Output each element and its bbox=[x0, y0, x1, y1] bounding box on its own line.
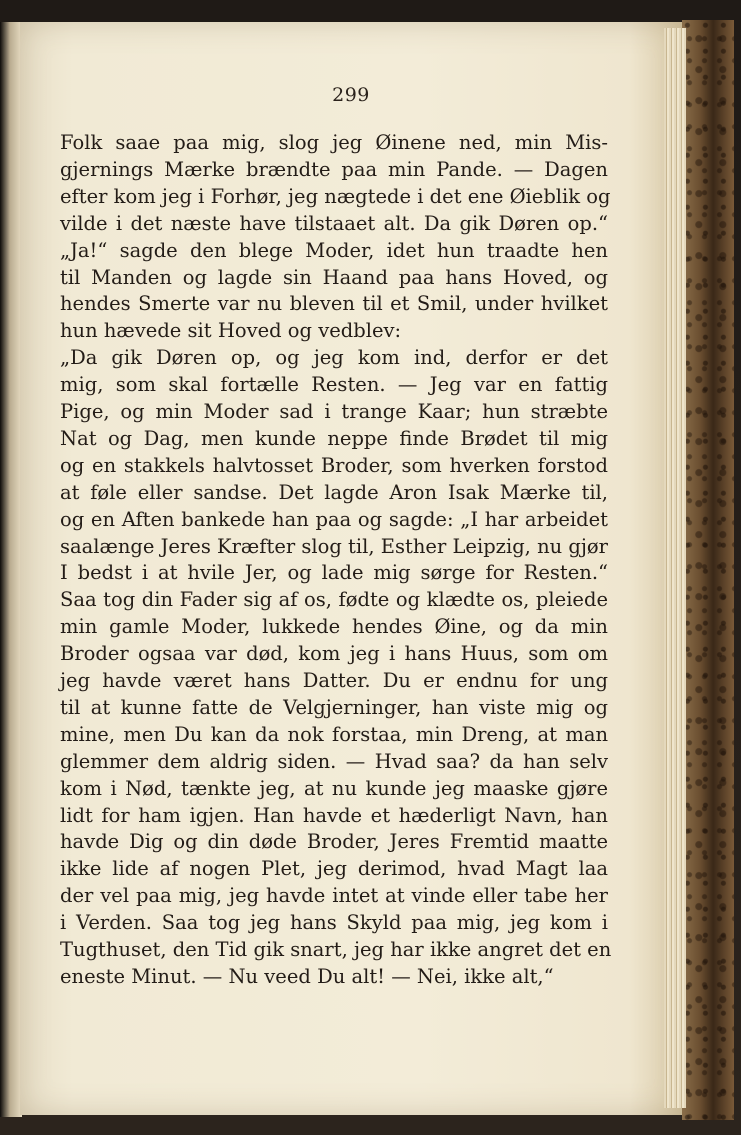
page-number: 299 bbox=[332, 84, 370, 106]
text-line: hun hævede sit Hoved og vedblev: bbox=[60, 319, 402, 343]
text-line: jeg havde været hans Datter. Du er endnu for ung bbox=[60, 669, 608, 692]
text-line: der vel paa mig, jeg havde intet at vinde eller tabe her bbox=[60, 884, 608, 908]
text-line: I bedst i at hvile Jer, og lade mig sørge for Resten.“ bbox=[60, 561, 608, 585]
text-line: „Ja!“ sagde den blege Moder, idet hun traadte hen bbox=[60, 238, 608, 262]
text-line: Pige, og min Moder sad i trange Kaar; hun stræbte bbox=[60, 400, 608, 423]
text-line: „Da gik Døren op, og jeg kom ind, derfor er det bbox=[60, 346, 608, 370]
text-line: i Verden. Saa tog jeg hans Skyld paa mig, jeg kom i bbox=[60, 911, 608, 935]
page-stack-edges bbox=[664, 28, 686, 1108]
text-line: Nat og Dag, men kunde neppe finde Brødet til mig bbox=[60, 426, 608, 450]
text-line: til Manden og lagde sin Haand paa hans Hoved, og bbox=[60, 265, 608, 289]
text-line: til at kunne fatte de Velgjerninger, han viste mig og bbox=[60, 695, 608, 719]
text-line: og en Aften bankede han paa og sagde: „I har arbeidet bbox=[60, 507, 608, 531]
book-page bbox=[20, 22, 682, 1115]
text-line: hendes Smerte var nu bleven til et Smil, under hvilket bbox=[60, 292, 608, 316]
text-line: og en stakkels halvtosset Broder, som hverken forstod bbox=[60, 453, 608, 477]
book-cover-edge bbox=[682, 20, 734, 1120]
text-line: at føle eller sandse. Det lagde Aron Isak Mærke til, bbox=[60, 480, 608, 504]
text-line: lidt for ham igjen. Han havde et hæderligt Navn, han bbox=[60, 803, 608, 827]
text-line: mine, men Du kan da nok forstaa, min Dreng, at man bbox=[60, 722, 608, 746]
text-line: min gamle Moder, lukkede hendes Øine, og da min bbox=[60, 615, 608, 639]
text-line: gjernings Mærke brændte paa min Pande. — Dagen bbox=[60, 157, 608, 181]
text-line: mig, som skal fortælle Resten. — Jeg var en fattig bbox=[60, 373, 608, 397]
text-line: saalænge Jeres Kræfter slog til, Esther Leipzig, nu gjør bbox=[60, 534, 608, 558]
book-spine-shadow bbox=[0, 22, 22, 1117]
text-line: Saa tog din Fader sig af os, fødte og klædte os, pleiede bbox=[60, 588, 608, 612]
text-line: ikke lide af nogen Plet, jeg derimod, hvad Magt laa bbox=[60, 857, 608, 881]
text-line: eneste Minut. — Nu veed Du alt! — Nei, ikke alt,“ bbox=[60, 964, 554, 988]
text-line: kom i Nød, tænkte jeg, at nu kunde jeg maaske gjøre bbox=[60, 776, 608, 800]
text-line: vilde i det næste have tilstaaet alt. Da gik Døren op.“ bbox=[60, 211, 608, 235]
text-line: Folk saae paa mig, slog jeg Øinene ned, min Mis- bbox=[60, 131, 608, 154]
text-line: glemmer dem aldrig siden. — Hvad saa? da han selv bbox=[60, 749, 608, 773]
text-line: Broder ogsaa var død, kom jeg i hans Huus, som om bbox=[60, 642, 608, 666]
text-line: efter kom jeg i Forhør, jeg nægtede i det ene Øieblik og bbox=[60, 184, 611, 208]
text-line: Tugthuset, den Tid gik snart, jeg har ikke angret det en bbox=[60, 938, 612, 961]
text-line: havde Dig og din døde Broder, Jeres Fremtid maatte bbox=[60, 830, 608, 854]
